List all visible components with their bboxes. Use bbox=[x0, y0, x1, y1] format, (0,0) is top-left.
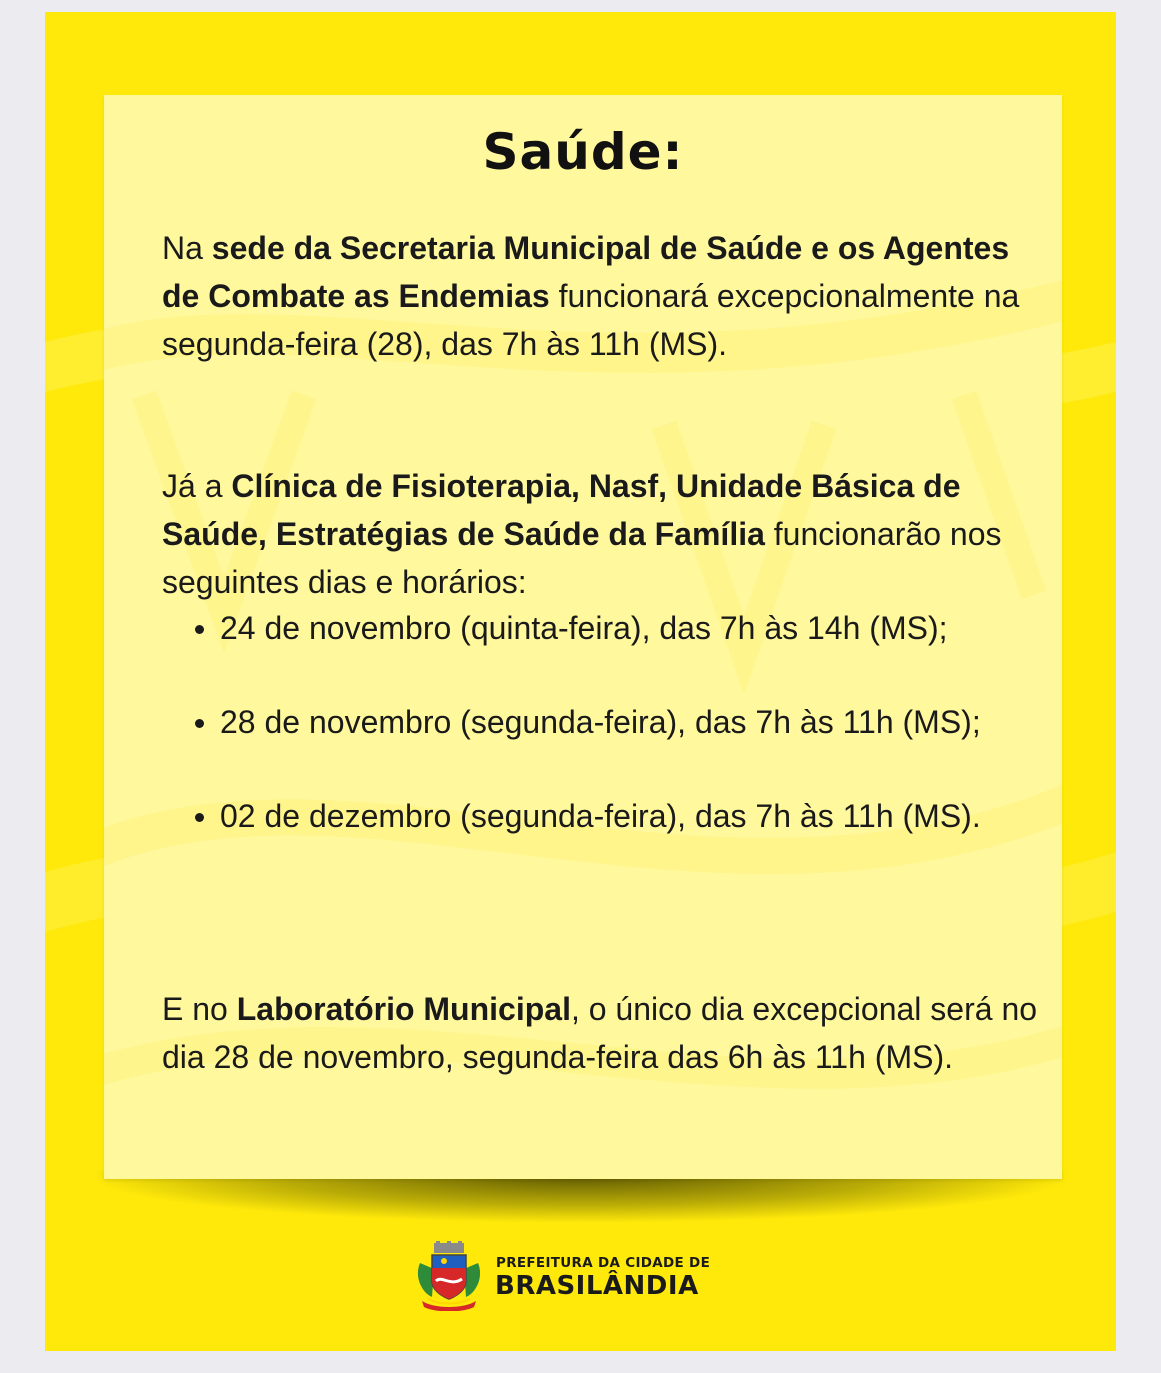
schedule-item: 28 de novembro (segunda-feira), das 7h às 11h (MS); bbox=[162, 698, 1042, 746]
paragraph-lead: Já a bbox=[162, 468, 232, 504]
paragraph-tail: funcionará excepcionalmente na segunda-feira (28), das 7h às 11h (MS). bbox=[162, 278, 1020, 362]
page-title: Saúde: bbox=[482, 123, 684, 181]
paragraph-clinicas bbox=[162, 462, 1042, 606]
paragraph-laboratorio bbox=[162, 985, 1042, 1081]
paragraph-secretaria bbox=[162, 224, 1042, 368]
logo-subtitle: PREFEITURA DA CIDADE DE bbox=[496, 1255, 711, 1271]
poster bbox=[45, 12, 1116, 1351]
schedule-list bbox=[162, 604, 1042, 840]
schedule-item: 02 de dezembro (segunda-feira), das 7h às 11h (MS). bbox=[162, 792, 1042, 840]
paragraph-lead: Na bbox=[162, 230, 212, 266]
paragraph-tail: , o único dia excepcional será no dia 28 de novembro, segunda-feira das 6h às 11h (MS). bbox=[162, 991, 1038, 1075]
paragraph-bold: Clínica de Fisioterapia, Nasf, Unidade Básica de Saúde, Estratégias de Saúde da Família bbox=[162, 468, 961, 552]
paragraph-tail: funcionarão nos seguintes dias e horários: bbox=[162, 516, 1002, 600]
schedule-item: 24 de novembro (quinta-feira), das 7h às 14h (MS); bbox=[162, 604, 1042, 652]
logo-city-name: BRASILÂNDIA bbox=[495, 1271, 699, 1301]
paragraph-bold: Laboratório Municipal bbox=[236, 991, 571, 1027]
paragraph-bold: sede da Secretaria Municipal de Saúde e os Agentes de Combate as Endemias bbox=[162, 230, 1010, 314]
notice-card bbox=[104, 95, 1062, 1179]
paragraph-lead: E no bbox=[162, 991, 237, 1027]
city-crest-icon bbox=[414, 1241, 484, 1311]
